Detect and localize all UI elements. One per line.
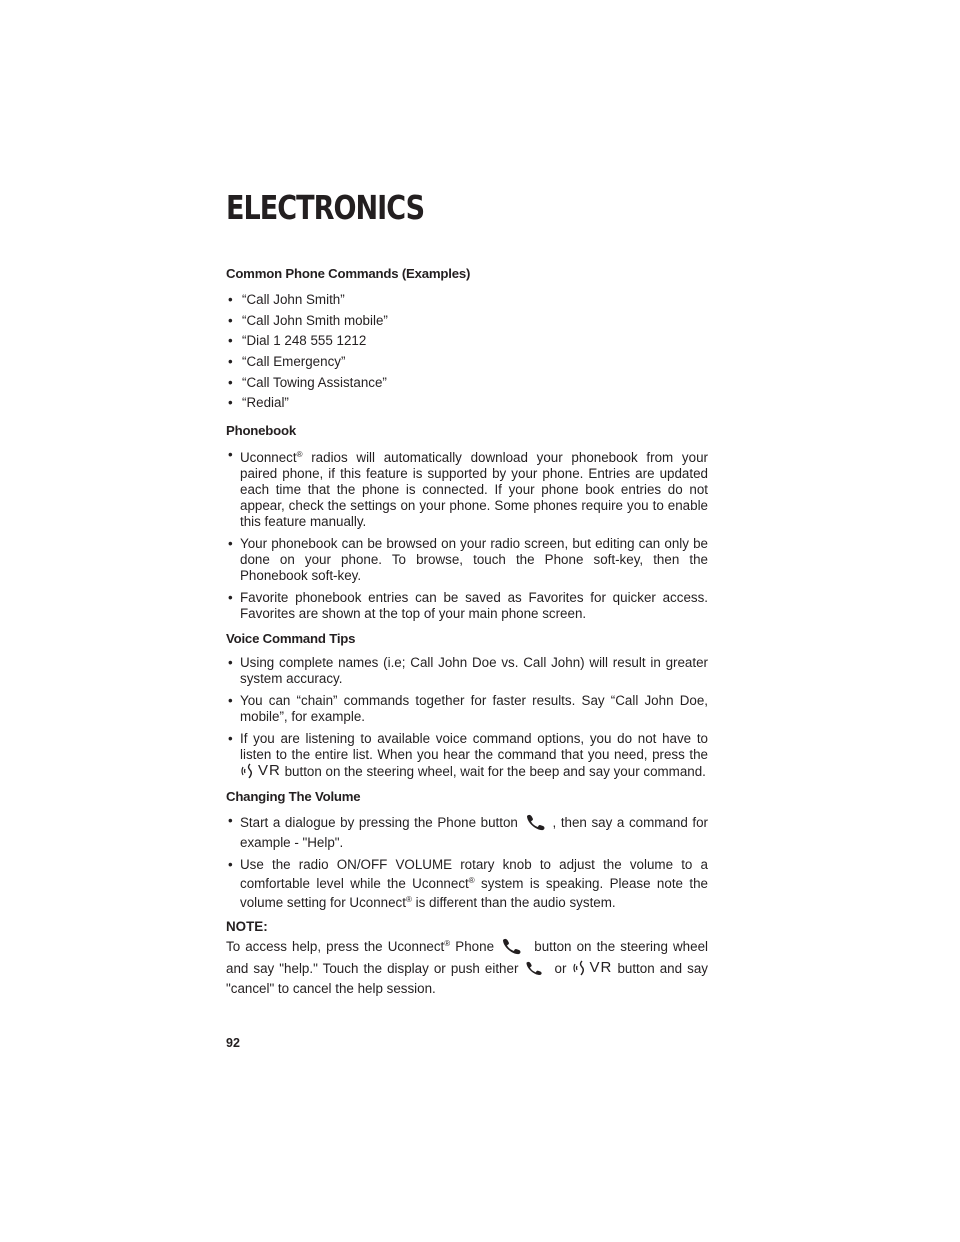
bullet: • [228, 813, 233, 829]
tip-text: If you are listening to available voice command options, you do not have to listen to the entire list. When you hear the command that you need, press the [240, 731, 708, 763]
note-segment: button on the steering wheel and say "help." Touch the display or push either [226, 939, 709, 977]
list-item [226, 590, 708, 622]
phonebook-text: Your phonebook can be browsed on your radio screen, but editing can only be done on your phone. To browse, touch the Phone soft-key, then the Phonebook soft-key. [240, 536, 708, 584]
voice-waves-icon [240, 763, 256, 779]
vr-label: VR [589, 959, 613, 977]
bullet: • [228, 536, 233, 552]
bullet: • [228, 590, 233, 606]
page-content [226, 266, 708, 997]
phonebook-list [226, 447, 708, 622]
note-segment: To access help, press the Uconnect [226, 939, 445, 955]
list-item [226, 331, 708, 352]
list-item [226, 693, 708, 725]
tip-text: button on the steering wheel, wait for the beep and say your command. [284, 764, 706, 780]
phone-icon [523, 813, 553, 835]
section-heading-common-commands: Common Phone Commands (Examples) [226, 266, 471, 281]
bullet: • [228, 354, 233, 370]
tip-text: Using complete names (i.e; Call John Doe vs. Call John) will result in greater system accuracy. [240, 655, 708, 687]
voice-waves-icon [572, 960, 588, 976]
page-title: ELECTRONICS [226, 188, 425, 227]
list-item [226, 655, 708, 687]
command-text: “Call Emergency” [242, 354, 346, 370]
common-commands-list [226, 290, 708, 414]
list-item [226, 373, 708, 394]
note-label: NOTE: [226, 919, 268, 935]
bullet: • [228, 731, 233, 747]
note-segment: button and say "cancel" to cancel the help session. [226, 961, 708, 997]
bullet: • [228, 857, 233, 873]
volume-text: Start a dialogue by pressing the Phone button [240, 815, 518, 831]
bullet: • [228, 374, 233, 390]
command-text: “Call Towing Assistance” [242, 374, 387, 390]
phonebook-text: radios will automatically download your phonebook from your paired phone, if this feature is supported by your phone. Entries are updated each time that the phone is connected. If your phone book entries do not appear, check the settings on your phone. Some phones require you to enable this feature manually. [240, 450, 708, 530]
voice-recognition-icon [572, 960, 613, 976]
registered-mark: ® [468, 876, 475, 886]
page-number: 92 [226, 1036, 240, 1050]
list-item [226, 731, 708, 780]
list-item [226, 857, 708, 911]
vr-label: VR [258, 762, 281, 780]
volume-text: Use the radio ON/OFF VOLUME rotary knob to adjust the volume to a comfortable level while the Uconnect [240, 857, 708, 892]
command-text: “Dial 1 248 555 1212 [242, 333, 367, 349]
list-item [226, 536, 708, 584]
bullet: • [228, 447, 233, 463]
bullet: • [228, 312, 233, 328]
registered-mark: ® [405, 895, 412, 905]
voice-recognition-icon [240, 763, 281, 779]
brand-text: Uconnect [240, 450, 297, 466]
note-text [226, 936, 708, 997]
section-heading-voice-tips: Voice Command Tips [226, 631, 356, 647]
list-item [226, 311, 708, 332]
note-segment: or [554, 961, 567, 977]
registered-mark: ® [296, 450, 303, 460]
bullet: • [228, 395, 233, 411]
phone-icon [523, 959, 549, 981]
volume-list [226, 813, 708, 911]
volume-text: is different than the audio system. [415, 895, 616, 911]
command-text: “Call John Smith mobile” [242, 312, 388, 328]
phonebook-text: Favorite phonebook entries can be saved as Favorites for quicker access. Favorites are shown at the top of your main phone screen. [240, 590, 708, 622]
list-item [226, 352, 708, 373]
tip-text: You can “chain” commands together for faster results. Say “Call John Doe, mobile”, for example. [240, 693, 708, 725]
section-heading-volume: Changing The Volume [226, 789, 361, 805]
note-segment: Phone [455, 939, 495, 955]
bullet: • [228, 693, 233, 709]
bullet: • [228, 655, 233, 671]
list-item [226, 813, 708, 851]
list-item [226, 393, 708, 414]
bullet: • [228, 292, 233, 307]
list-item [226, 290, 708, 311]
list-item [226, 447, 708, 530]
voice-tips-list [226, 655, 708, 780]
volume-text: system is speaking. Please note the volume setting for Uconnect [240, 876, 708, 911]
bullet: • [228, 333, 233, 349]
section-heading-phonebook: Phonebook [226, 423, 296, 439]
volume-text: , then say a command for example - "Help". [240, 815, 708, 851]
command-text: “Call John Smith” [242, 292, 345, 307]
command-text: “Redial” [242, 395, 289, 411]
registered-mark: ® [444, 939, 451, 949]
phone-icon [499, 937, 529, 959]
